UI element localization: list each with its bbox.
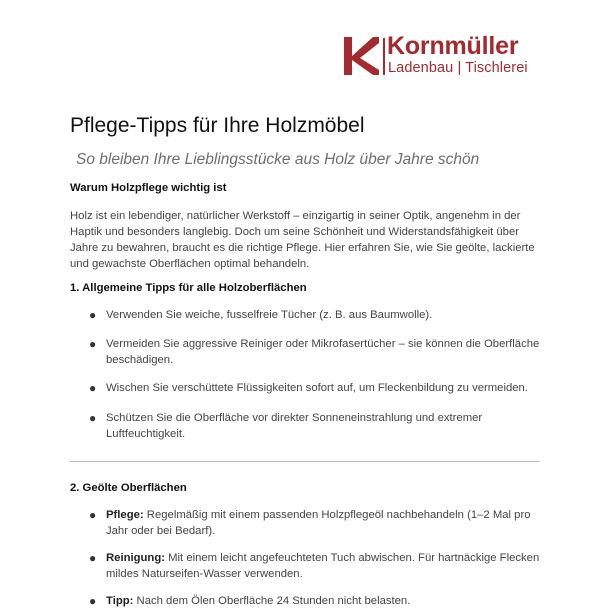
document-subtitle: So bleiben Ihre Lieblingsstücke aus Holz über Jahre schön	[76, 151, 480, 168]
logo-k-mark	[343, 36, 379, 76]
section2-heading: 2. Geölte Oberflächen	[70, 482, 187, 494]
list-item: Schützen Sie die Oberfläche vor direkter Sonneneinstrahlung und extremer Luftfeuchtigkeit.	[106, 412, 483, 440]
bullet-icon: ●	[89, 551, 97, 565]
section1-heading: 1. Allgemeine Tipps für alle Holzoberflächen	[70, 282, 307, 294]
item-label: Tipp:	[106, 595, 134, 607]
logo-tagline: Ladenbau | Tischlerei	[388, 60, 528, 76]
item-text: Mit einem leicht angefeuchteten Tuch abwischen. Für hartnäckige Flecken mildes Naturseifen-Wasser verwenden.	[106, 552, 540, 580]
list-item: Verwenden Sie weiche, fusselfreie Tücher (z. B. aus Baumwolle).	[106, 309, 433, 321]
item-label: Pflege:	[106, 509, 144, 521]
bullet-icon: ●	[89, 337, 97, 351]
list-item: Wischen Sie verschüttete Flüssigkeiten sofort auf, um Fleckenbildung zu vermeiden.	[106, 382, 528, 394]
list-item	[106, 507, 546, 539]
item-text: Regelmäßig mit einem passenden Holzpflegeöl nachbehandeln (1–2 Mal pro Jahr oder bei Bedarf).	[106, 509, 531, 537]
list-item	[106, 593, 546, 609]
item-label: Reinigung:	[106, 552, 165, 564]
bullet-icon: ●	[89, 381, 97, 395]
bullet-icon: ●	[89, 508, 97, 522]
document-title: Pflege-Tipps für Ihre Holzmöbel	[70, 114, 365, 137]
bullet-icon: ●	[89, 308, 97, 322]
item-text: Nach dem Ölen Oberfläche 24 Stunden nicht belasten.	[133, 595, 411, 607]
logo-divider	[383, 38, 385, 75]
bullet-icon: ●	[89, 411, 97, 425]
list-item: Vermeiden Sie aggressive Reiniger oder Mikrofasertücher – sie können die Oberfläche beschädigen.	[106, 338, 540, 366]
section-divider	[70, 461, 540, 462]
intro-paragraph: Holz ist ein lebendiger, natürlicher Werkstoff – einzigartig in seiner Optik, angenehm in der Haptik und besonders langlebig. Doch um seine Schönheit und Widerstandsfähigkeit über Jahre zu bewahren, braucht es die richtige Pflege. Hier erfahren Sie, wie Sie geölte, lackierte und gewachste Oberflächen optimal behandeln.	[70, 210, 535, 270]
bullet-icon: ●	[89, 594, 97, 608]
logo-company-name: Kornmüller	[387, 32, 519, 60]
list-item	[106, 550, 546, 582]
intro-heading: Warum Holzpflege wichtig ist	[70, 182, 227, 194]
